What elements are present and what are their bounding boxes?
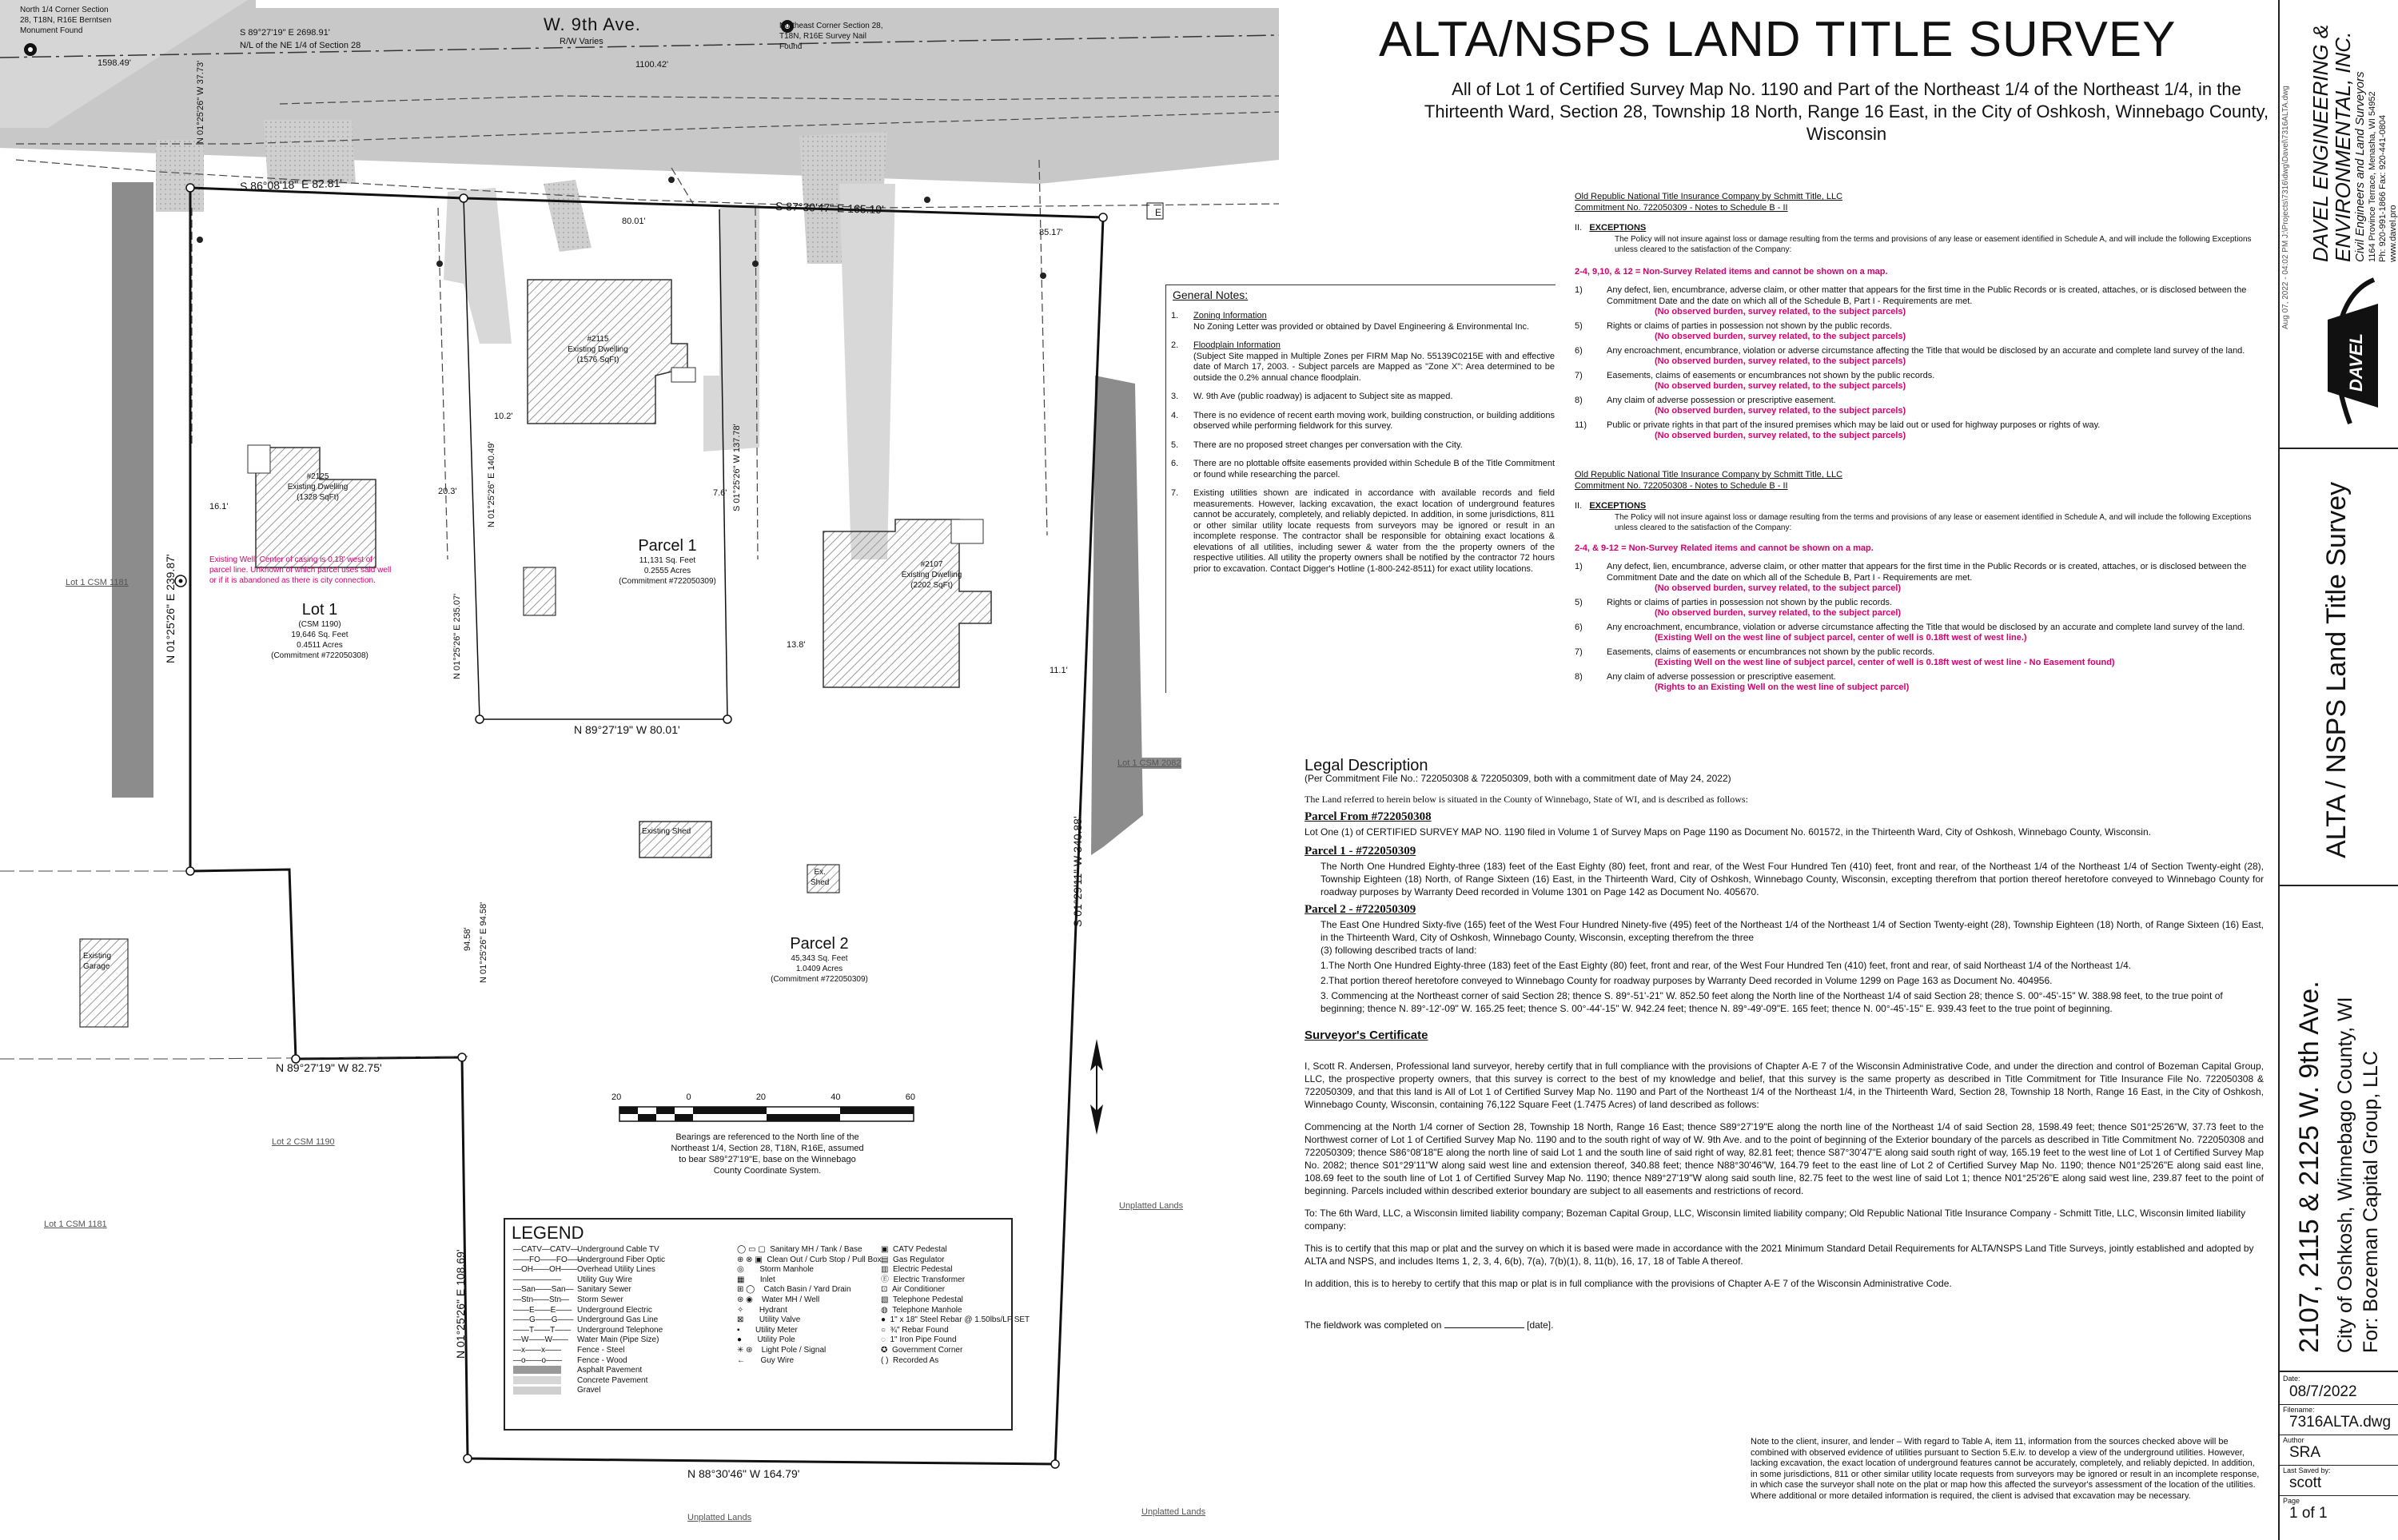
- dist-1598: 1598.49': [98, 58, 131, 68]
- government-corner-icon: [24, 43, 37, 56]
- general-notes-heading: General Notes:: [1173, 289, 1249, 301]
- bearing-n88-164: N 88°30'46" W 164.79': [687, 1467, 800, 1480]
- bearing-n89-80: N 89°27'19" W 80.01': [574, 723, 680, 736]
- dist-13-8: 13.8': [787, 640, 806, 650]
- adj-lot2-csm1190: Lot 2 CSM 1190: [272, 1137, 335, 1147]
- exceptions-722050308: Old Republic National Title Insurance Company by Schmitt Title, LLC Commitment No. 722050308 - Notes to Schedule B - II II. EXCEPTIONS The Policy will not insure against loss or damage resulting from the terms and provisions of any lease or easement identified in Schedule A, and will include the following Exceptions unless cleared to the satisfaction of the Company: 2-4, & 9-12 = Non-Survey Related items and cannot be shown on a map. 1) Any defect, lien, encumbrance, adverse claim, or other matter that appears for the first time in the Public Records or is created, attaches, or is disclosed between the Commitment Date and the date on which all of the Schedule B, Part I - Requirements are met. (No observed burden, survey related, to the subject parcel) 5) Rights or claims of parties in possession not shown by the public records. (No observed burden, survey related, to the subject parcel) 6) Any encroachment, encumbrance, violation or adverse circumstance affecting the Title that would be disclosed by an accurate and complete land survey of the land. (Existing Well on the west line of subject parcel, center of well is 0.18ft west of west line.) 7) Easements, claims of easements or encumbrances not shown by the public records. (Existing Well on the west line of subject parcel, center of well is 0.18ft west of west line - No Easement found) 8) Any claim of adverse possession or prescriptive easement. (Rights to an Existing Well on the west line of subject parcel): [1575, 470, 2252, 692]
- driveway-3: [544, 180, 592, 252]
- concrete-walk-1: [444, 188, 512, 344]
- bearing-s01-340: S 01°29'11" W 340.88': [1071, 816, 1084, 927]
- firm-block: [2280, 0, 2398, 449]
- dwelling-2125-outline: [256, 448, 376, 567]
- bearing-s86: S 86°08'18" E 82.81': [239, 176, 343, 193]
- dist-1100: 1100.42': [635, 60, 669, 70]
- concrete-walk-3: [839, 184, 895, 559]
- bearing-s01-137: S 01°25'26" W 137.78': [732, 424, 742, 511]
- project-client: For: Bozeman Capital Group, LLC: [2360, 1051, 2382, 1353]
- bearing-n01-37: N 01°25'26" W 37.73': [196, 60, 205, 144]
- porch-3: [951, 519, 983, 543]
- scale-numbers: 20 0 20 40 60: [611, 1092, 915, 1102]
- dwelling-2107-label: #2107 Existing Dwelling (2202 SqFt): [901, 560, 962, 590]
- ex-shed-label: Ex. Shed: [811, 868, 830, 887]
- scale-bar: [619, 1107, 914, 1121]
- adj-lot1-csm2082: Lot 1 CSM 2082: [1117, 758, 1181, 768]
- firm-address: 1164 Province Terrace, Menasha, WI 54952: [2368, 91, 2377, 262]
- firm-phone: Ph: 920-991-1866 Fax: 920-441-0804: [2378, 114, 2388, 262]
- drawing-date: 08/7/2022: [2289, 1383, 2357, 1400]
- dist-16-1: 16.1': [209, 502, 229, 511]
- nw-corner-label: North 1/4 Corner Section 28, T18N, R16E Berntsen Monument Found: [20, 6, 112, 35]
- unplatted-southeast: Unplatted Lands: [1141, 1507, 1206, 1517]
- drawing-info-block: Date: 08/7/2022 Filename: 7316ALTA.dwg Author SRA Last Saved by: scott Page 1 of 1: [2280, 1372, 2398, 1540]
- bearing-s87: S 87°30'47" E 165.19': [775, 199, 885, 217]
- garage-label: Existing Garage: [83, 952, 112, 971]
- bearing-n01-108: N 01°25'26" E 108.69': [454, 1249, 467, 1359]
- unplatted-east: Unplatted Lands: [1119, 1201, 1184, 1211]
- cert-heading: Surveyor's Certificate: [1305, 1029, 1428, 1042]
- legend-col-points: ▣ CATV Pedestal ▤ Gas Regulator ▥ Electric Pedestal Ⓔ Electric Transformer ⊡ Air Conditioner ▧ Telephone Pedestal ◍ Telephone Manhole ● 1" x 18" Steel Rebar @ 1.50lbs/LF SET ○ ¾" Rebar Found ◌ 1" Iron Pipe Found ✪ Government Corner ( ) Recorded As: [881, 1245, 1030, 1365]
- firm-name-2: ENVIRONMENTAL, INC.: [2331, 31, 2355, 262]
- page-title: ALTA/NSPS LAND TITLE SURVEY: [1379, 12, 2177, 67]
- legal-heading: Legal Description: [1305, 757, 1428, 774]
- north-line-bearing: S 89°27'19" E 2698.91': [240, 28, 330, 38]
- dist-20-3: 20.3': [438, 487, 457, 496]
- adj-lot1-csm1181: Lot 1 CSM 1181: [66, 578, 129, 587]
- parcel2-label: Parcel 2 45,343 Sq. Feet 1.0409 Acres (Commitment #722050309): [771, 935, 868, 984]
- bearing-n01-239: N 01°25'26" E 239.87': [164, 554, 177, 663]
- bearing-n01-235: N 01°25'26" E 235.07': [452, 593, 462, 679]
- project-block: [2280, 886, 2398, 1372]
- legal-description: Legal Description (Per Commitment File No.: 722050308 & 722050309, both with a commitment date of May 24, 2022) The Land referred to herein below is situated in the County of Winnebago, State of WI, and is described as follows: Parcel From #722050308 Lot One (1) of CERTIFIED SURVEY MAP NO. 1190 filed in Volume 1 of Survey Maps on Page 1190 as Document No. 601572, in the Thirteenth Ward, City of Oshkosh, Winnebago County, Wisconsin. Parcel 1 - #722050309 The North One Hundred Eighty-three (183) feet of the East Eighty (80) feet, front and rear, of the West Four Hundred Ten (410) feet, front and rear, of the Northeast 1/4 of the Northeast 1/4 of Section Twenty-eight (28), Township Eighteen (18) North, of Range Sixteen (16) East, in the Thirteenth Ward, City of Oshkosh, Winnebago County, Wisconsin, excepting therefrom that portion thereof heretofore conveyed to Winnebago County for roadway purposes by Warranty Deed recorded in Volume 1301 on Page 142 as Document No. 405670. Parcel 2 - #722050309 The East One Hundred Sixty-five (165) feet of the West Four Hundred Ninety-five (495) feet of the Northeast 1/4 of the Northeast 1/4 of Section Twenty-eight (28), Township Eighteen (18) North, of Range Sixteen (16) East, in the Thirteenth Ward, City of Oshkosh, Winnebago County, Wisconsin, excepting therefrom the three (3) following described tracts of land: 1.The North One Hundred Eighty-three (183) feet of the East Eighty (80) feet, front and rear, of the West Four Hundred Ten (410) feet, front and rear, of said Northeast 1/4 of the Northeast 1/4. 2.That portion thereof heretofore conveyed to Winnebago County for roadway purposes by Warranty Deed recorded in Volume 1299 on Page 163 as Document No. 404956. 3. Commencing at the Northeast corner of said Section 28; thence S. 89°-51'-21" W. 852.50 feet along the North line of the Northeast 1/4 of said Section 28; thence S. 00°-45'-15" W. 388.98 feet, to the true point of beginning; thence N. 89°-12'-09" W. 165.25 feet; thence S. 00°-44'-15" W. 942.24 feet; thence N. 89°-49'-09"E. 165 feet; thence N. 00°-45'-15" E. 939.43 feet to the true point of beginning. Surveyor's Certificate I, Scott R. Andersen, Professional land surveyor, hereby certify that in full compliance with the provisions of Chapter A-E 7 of the Wisconsin Administrative Code, and under the direction and control of Bozeman Capital Group, LLC, the prospective property owners, that this survey is correct to the best of my knowledge and belief, that this survey is the same property as described in Title Commitment for Title Insurance File No. 722050308 & 722050309, and that this land is All of Lot 1 of Certified Survey Map No. 1190 and Part of the Northeast 1/4 of the Northeast 1/4, in the Thirteenth Ward, Section 28, Township 18 North, Range 16 East, in the City of Oshkosh, Winnebago County, Wisconsin, containing 76,122 Square Feet (1.7475 Acres) of land described as follows: Commencing at the North 1/4 corner of Section 28, Township 18 North, Range 16 East; thence S89°27'19"E along the north line of the Northeast 1/4 of said Section 28, 1598.49 feet; thence S01°25'26"W, 37.73 feet to the Northwest corner of Lot 1 of Certified Survey Map No. 1190 and to the south right of way of W. 9th Ave. and to the point of beginning of the Exterior boundary of the parcels as described in Title Commitment No. 722050308 and 722050309; thence S86°08'18"E along the north line of said Lot 1 and the south line of said right of way, 82.81 feet; thence S87°30'47"E along said south right of way, 165.19 feet to the west line of Lot 1 of Certified Survey Map No. 2082; thence S01°29'11"W along said west line and extension thereof, 340.88 feet; thence N88°30'46"W, 164.79 feet to the east line of Lot 2 of Certified Survey Map No. 1190; thence N01°25'26"E along said east line, 108.69 feet to the south line of Lot 1 of Certified Survey Map No. 1190; thence N89°27'19"W along said south line, 82.75 feet to the west line of said Lot 1; thence N01°25'26"E along said west line, 239.87 feet to the point of beginning. Parcels included within described exterior boundary are subject to all easements and restrictions of record. To: The 6th Ward, LLC, a Wisconsin limited liability company; Bozeman Capital Group, LLC, Wisconsin limited liability company; Old Republic National Title Insurance Company - Schmitt Title, LLC, Wisconsin limited liability company: This is to certify that this map or plat and the survey on which it is based were made in accordance with the 2021 Minimum Standard Detail Requirements for ALTA/NSPS Land Title Surveys, jointly established and adopted by ALTA and NSPS, and includes Items 1, 2, 3, 4, 6(b), 7(a), 7(b)(1), 8, 11(b), 16, 17, 18 of Table A thereof. In addition, this is to hereby to certify that this map or plat is in full compliance with the provisions of Chapter A-E 7 of the Wisconsin Administrative Code. The fieldwork was completed on [date].: [1305, 757, 2264, 1331]
- general-notes-list: 1. Zoning Information No Zoning Letter was provided or obtained by Davel Engineering & Environmental Inc. 2. Floodplain Information (Subject Site mapped in Multiple Zones per FIRM Map No. 55139C0215E with and effective date of March 17, 2003. - Subject parcels are Mapped as "Zone X": Area determined to be outside the 0.2% annual chance floodplain. 3. W. 9th Ave (public roadway) is adjacent to Subject site as mapped. 4. There is no evidence of recent earth moving work, building construction, or building additions observed while performing fieldwork for this survey. 5. There are no proposed street changes per conversation with the City. 6. There are no plottable offsite easements provided within Schedule B of the Title Commitment or found while researching the parcel. 7. Existing utilities shown are indicated in accordance with available records and field measurements. However, lacking excavation, the exact location of underground features cannot be accurately, completely, and reliably depicted. In addition, in some jurisdictions, 811 or other similar utility locate requests from surveyors may be ignored or result in an incomplete response. The contractor shall be responsible for obtaining exact locations & elevations of all utilities, including sewer & water from the the property owners of the respective utilities. All utility the property owners shall be notified by the contractor 72 hours prior to excavation. Contact Digger's Hotline (1-800-242-8511) for exact utility locations.: [1171, 311, 1555, 574]
- porch-2: [671, 368, 695, 382]
- shed-label: Existing Shed: [642, 827, 691, 836]
- project-address: 2107, 2115 & 2125 W. 9th Ave.: [2294, 981, 2324, 1353]
- firm-logo-icon: [2318, 272, 2382, 432]
- legend-col-structures: ◯ ▭ ▢ Sanitary MH / Tank / Base ⊕ ⊗ ▣ Clean Out / Curb Stop / Pull Box ◎ Storm Manhole ▦ Inlet ⊞ ◯ Catch Basin / Yard Drain ⊛ ◉ Water MH / Well ✧ Hydrant ⊠ Utility Valve ▪ Utility Meter ● Utility Pole ✳ ⊛ Light Pole / Signal ← Guy Wire: [737, 1245, 882, 1365]
- svg-text:DAVEL: DAVEL: [2346, 333, 2366, 392]
- dwelling-2125-label: #2125 Existing Dwelling (1328 SqFt): [287, 472, 349, 502]
- dist-11-1: 11.1': [1050, 666, 1068, 675]
- bearing-n89-82: N 89°27'19" W 82.75': [276, 1061, 382, 1074]
- east-pavement-strip: [1091, 376, 1143, 855]
- drawing-filename: 7316ALTA.dwg: [2289, 1414, 2392, 1431]
- svg-text:E: E: [1155, 207, 1162, 218]
- north-line-note: N/L of the NE 1/4 of Section 28: [240, 41, 361, 50]
- fieldwork-line: The fieldwork was completed on [date].: [1305, 1319, 1554, 1331]
- dwelling-2115-label: #2115 Existing Dwelling (1576 SqFt): [568, 335, 628, 364]
- row-label: R/W Varies: [560, 37, 603, 46]
- street-name: W. 9th Ave.: [544, 14, 641, 34]
- last-saved-by: scott: [2289, 1474, 2322, 1491]
- bearing-n01-140: N 01°25'26" E 140.49': [487, 441, 496, 527]
- drawing-author: SRA: [2289, 1444, 2321, 1461]
- firm-web: www.davel.pro: [2388, 205, 2398, 262]
- dist-7-6: 7.6': [713, 488, 727, 498]
- page-number: 1 of 1: [2289, 1505, 2328, 1522]
- plot-stamp: Aug 07, 2022 - 04:02 PM J:\Projects\7316\dwg\Davel\7316ALTA.dwg: [2281, 86, 2290, 329]
- ne-corner-label: Northeast Corner Section 28, T18N, R16E Survey Nail Found: [779, 22, 883, 51]
- bearing-n01-94: N 01°25'26" E 94.58': [479, 901, 488, 983]
- concrete-walk-2: [703, 204, 759, 452]
- legend-col-lines: —CATV—CATV—Underground Cable TV ——FO——FO——Underground Fiber Optic —OH——OH——Overhead Utility Lines —————— Utility Guy Wire —San——San— Sanitary Sewer —Stn——Stn— Storm Sewer ——E——E—— Underground Electric ——G——G—— Underground Gas Line ——T——T—— Underground Telephone —W——W—— Water Main (Pipe Size) —x——x—— Fence - Steel —o——o—— Fence - Wood Asphalt Pavement Concrete Pavement Gravel: [513, 1245, 666, 1395]
- west-pavement-strip: [112, 182, 153, 798]
- dist-80-01: 80.01': [622, 217, 646, 226]
- firm-tagline: Civil Engineers and Land Surveyors: [2353, 71, 2367, 262]
- north-arrow-icon: [1090, 1039, 1103, 1135]
- porch-1: [248, 445, 270, 473]
- exceptions-722050309: Old Republic National Title Insurance Company by Schmitt Title, LLC Commitment No. 722050309 - Notes to Schedule B - II II. EXCEPTIONS The Policy will not insure against loss or damage resulting from the terms and provisions of any lease or easement identified in Schedule A, and will include the following Exceptions unless cleared to the satisfaction of the Company: 2-4, 9,10, & 12 = Non-Survey Related items and cannot be shown on a map. 1) Any defect, lien, encumbrance, adverse claim, or other matter that appears for the first time in the Public Records or is created, attaches, or is disclosed between the Commitment Date and the date on which all of the Schedule B, Part I - Requirements are met. (No observed burden, survey related, to the subject parcels) 5) Rights or claims of parties in possession not shown by the public records. (No observed burden, survey related, to the subject parcels) 6) Any encroachment, encumbrance, violation or adverse circumstance affecting the Title that would be disclosed by an accurate and complete land survey of the land. (No observed burden, survey related, to the subject parcels) 7) Easements, claims of easements or encumbrances not shown by the public records. (No observed burden, survey related, to the subject parcels) 8) Any claim of adverse possession or prescriptive easement. (No observed burden, survey related, to the subject parcels) 11) Public or private rights in that part of the insured premises which may be laid out or used for highway purposes or rights of way. (No observed burden, survey related, to the subject parcels): [1575, 192, 2252, 440]
- adj-lot1-csm1181-b: Lot 1 CSM 1181: [44, 1220, 107, 1229]
- dist-85-17: 85.17': [1039, 228, 1063, 237]
- dwelling-2107-outline: [823, 519, 991, 687]
- well-note: Existing Well: Center of casing is 0.18' west of parcel line. Unknown of which parcel uses said well or if it is abandoned as there is city connection.: [209, 555, 392, 585]
- title-block: [2278, 0, 2398, 1540]
- firm-name-1: DAVEL ENGINEERING &: [2308, 24, 2332, 262]
- dist-94-58: 94.58': [463, 927, 472, 951]
- driveway-2: [264, 120, 356, 184]
- parcel1-label: Parcel 1 11,131 Sq. Feet 0.2555 Acres (Commitment #722050309): [619, 537, 716, 586]
- project-city: City of Oshkosh, Winnebago County, WI: [2334, 997, 2356, 1353]
- bearing-basis-note: Bearings are referenced to the North line of the Northeast 1/4, Section 28, T18N, R16E, assumed to bear S89°27'19"E, base on the Winnebago County Coordinate System.: [671, 1132, 864, 1176]
- driveway-1: [156, 140, 204, 212]
- general-notes: [1165, 285, 1556, 693]
- utility-disclaimer: Note to the client, insurer, and lender – With regard to Table A, item 11, information from the sources checked above will be combined with observed evidence of utilities pursuant to Section 5.E.iv. to develop a view of the underground utilities. However, lacking excavation, the exact location of underground features cannot be accurately, completely, and reliably depicted. In addition, in some jurisdictions, 811 or other similar utility locate requests from surveyors may be ignored or result in an incomplete response, in which case the surveyor shall note on the plat or map how this affected the surveyor's assessment of the location of the utilities. Where additional or more detailed information is required, the client is advised that excavation may be necessary.: [1751, 1437, 2260, 1501]
- shed-small-outline: [524, 567, 556, 615]
- sheet-title: ALTA / NSPS Land Title Survey: [2321, 481, 2352, 858]
- lot1-label: Lot 1 (CSM 1190) 19,646 Sq. Feet 0.4511 Acres (Commitment #722050308): [271, 601, 368, 660]
- dist-10-2: 10.2': [494, 412, 513, 421]
- legend-title: LEGEND: [512, 1223, 584, 1243]
- sheet-title-block: [2280, 449, 2398, 886]
- page-subtitle: All of Lot 1 of Certified Survey Map No. 1190 and Part of the Northeast 1/4 of the Northeast 1/4, in the Thirteenth Ward, Section 28, Township 18 North, Range 16 East, in the City of Oshkosh, Winnebago County, Wisconsin: [1424, 79, 2269, 144]
- legend-box: [504, 1218, 1030, 1431]
- unplatted-south: Unplatted Lands: [687, 1513, 752, 1522]
